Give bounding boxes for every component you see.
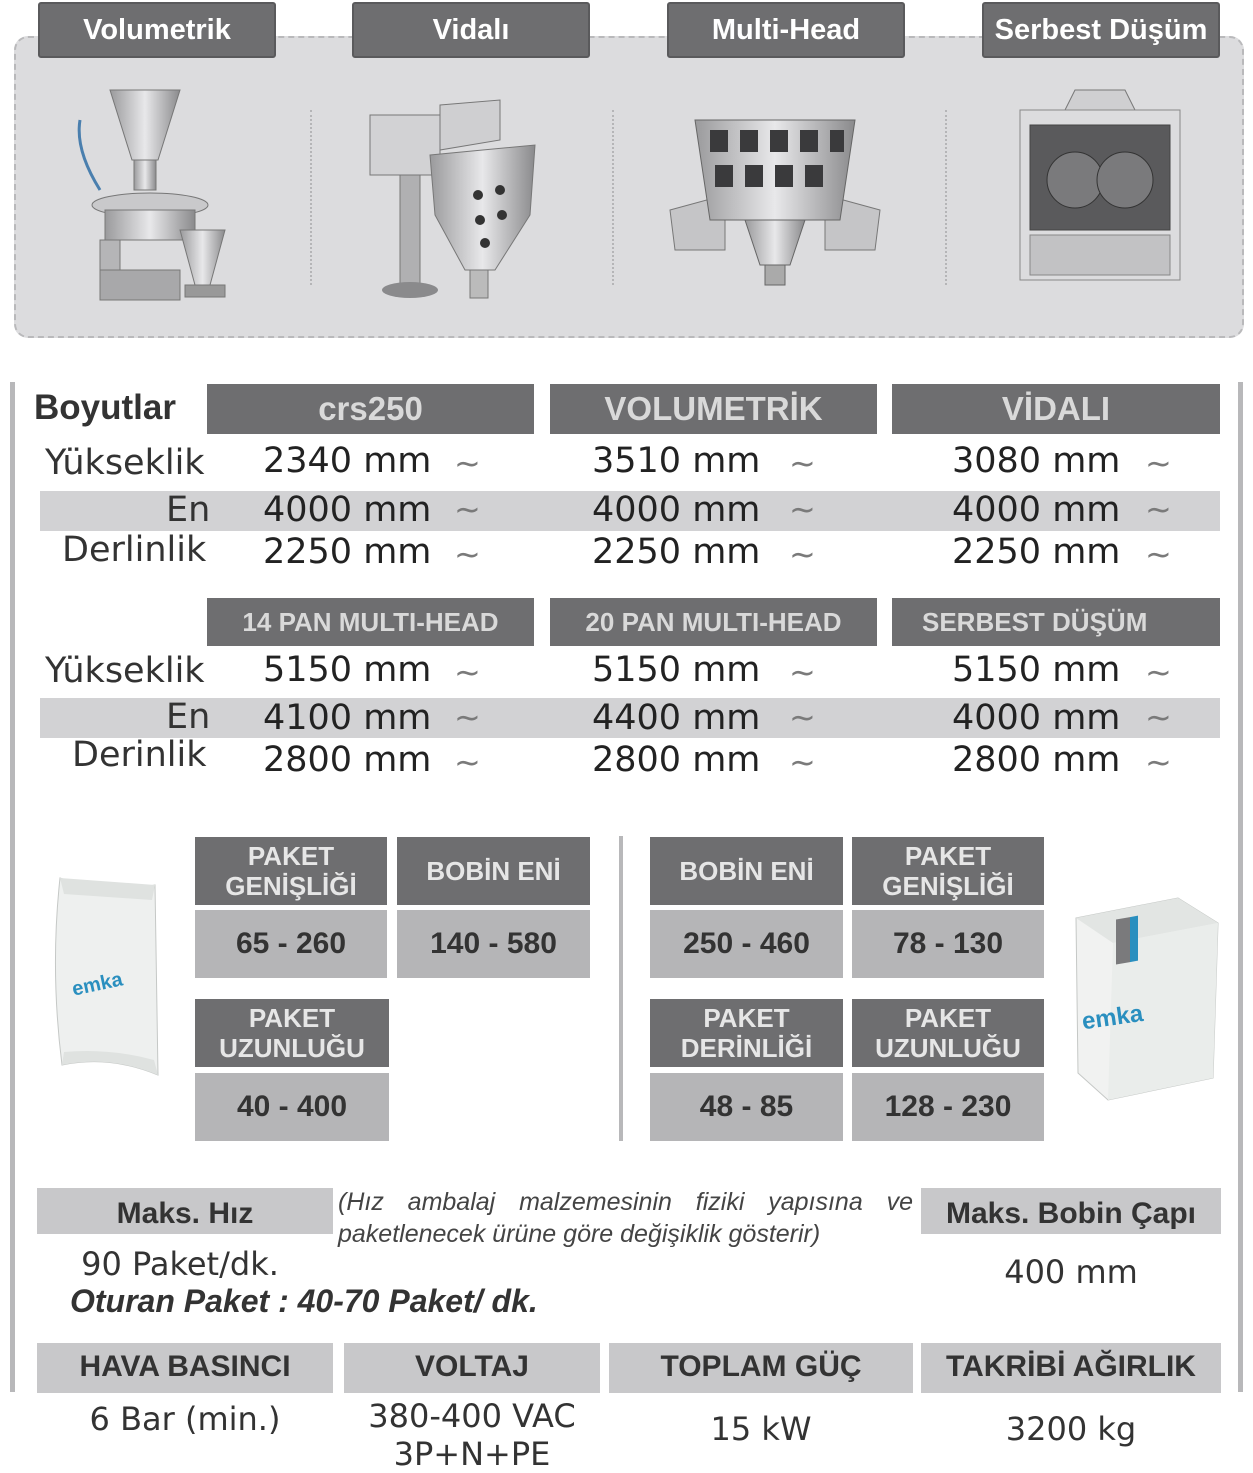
value-cell: 2800 mm — [952, 740, 1121, 780]
col-header-20-pan: 20 PAN MULTI-HEAD — [550, 598, 877, 646]
seated-package-rate: Oturan Paket : 40-70 Paket/ dk. — [70, 1283, 538, 1319]
value-cell: 5150 mm — [592, 650, 761, 690]
value-cell: 2250 mm — [592, 532, 761, 572]
tab-multi-head[interactable]: Multi-Head — [667, 2, 905, 58]
tab-volumetrik[interactable]: Volumetrik — [38, 2, 276, 58]
brand-logo: emka — [70, 968, 125, 1001]
approx-sign: ~ — [789, 444, 816, 482]
value-voltaj: 380-400 VAC — [368, 1397, 576, 1435]
approx-sign: ~ — [1145, 444, 1172, 482]
label-paket-genisligi: PAKET GENİŞLİĞİ — [852, 837, 1044, 905]
value-voltaj-phase: 3P+N+PE — [393, 1435, 551, 1473]
label-bobin-eni: BOBİN ENİ — [397, 837, 590, 905]
approx-sign: ~ — [1145, 653, 1172, 691]
auger-machine-image — [360, 95, 560, 310]
row-label-depth: Derlinlik — [62, 530, 207, 570]
approx-sign: ~ — [1145, 743, 1172, 781]
approx-sign: ~ — [789, 698, 816, 736]
block-bottom-bag-image — [1068, 888, 1223, 1108]
label-paket-genisligi: PAKET GENİŞLİĞİ — [195, 837, 387, 905]
row-label-width: En — [166, 490, 211, 530]
col-header-volumetrik: VOLUMETRİK — [550, 384, 877, 434]
approx-sign: ~ — [454, 535, 481, 573]
col-header-crs250: crs250 — [207, 384, 534, 434]
speed-note: (Hız ambalaj malzemesinin fiziki yapısına ve paketlenecek ürüne göre değişiklik gösterir) — [338, 1188, 913, 1248]
approx-sign: ~ — [454, 490, 481, 528]
label-paket-derinligi: PAKET DERİNLİĞİ — [650, 999, 843, 1067]
col-header-14-pan: 14 PAN MULTI-HEAD — [207, 598, 534, 646]
approx-sign: ~ — [454, 444, 481, 482]
value-cell: 4100 mm — [263, 698, 432, 738]
tab-vidali[interactable]: Vidalı — [352, 2, 590, 58]
value-bobin-eni: 250 - 460 — [650, 910, 843, 978]
approx-sign: ~ — [454, 743, 481, 781]
value-cell: 4400 mm — [592, 698, 761, 738]
value-cell: 3510 mm — [592, 441, 761, 481]
value-cell: 2340 mm — [263, 441, 432, 481]
value-paket-derinligi: 48 - 85 — [650, 1073, 843, 1141]
value-takribi-agirlik: 3200 kg — [1005, 1410, 1137, 1448]
approx-sign: ~ — [789, 653, 816, 691]
value-maks-hiz: 90 Paket/dk. — [81, 1245, 279, 1283]
divider — [619, 836, 623, 1141]
volumetric-machine-image — [60, 80, 240, 310]
label-toplam-guc: TOPLAM GÜÇ — [609, 1343, 913, 1393]
approx-sign: ~ — [789, 743, 816, 781]
approx-sign: ~ — [1145, 535, 1172, 573]
tab-serbest-dusum[interactable]: Serbest Düşüm — [982, 2, 1220, 58]
approx-sign: ~ — [789, 535, 816, 573]
label-takribi-agirlik: TAKRİBİ AĞIRLIK — [921, 1343, 1221, 1393]
value-cell: 4000 mm — [592, 490, 761, 530]
value-cell: 5150 mm — [263, 650, 432, 690]
label-bobin-eni: BOBİN ENİ — [650, 837, 843, 905]
row-label-height: Yükseklik — [45, 651, 205, 691]
value-bobin-eni: 140 - 580 — [397, 910, 590, 978]
label-paket-uzunlugu: PAKET UZUNLUĞU — [195, 999, 389, 1067]
approx-sign: ~ — [454, 698, 481, 736]
value-cell: 5150 mm — [952, 650, 1121, 690]
label-maks-hiz: Maks. Hız — [37, 1188, 333, 1234]
value-cell: 2250 mm — [952, 532, 1121, 572]
value-hava-basinci: 6 Bar (min.) — [89, 1400, 281, 1438]
right-border — [1238, 382, 1243, 1392]
label-hava-basinci: HAVA BASINCI — [37, 1343, 333, 1393]
approx-sign: ~ — [454, 653, 481, 691]
dimensions-title: Boyutlar — [34, 388, 176, 427]
value-paket-uzunlugu: 128 - 230 — [852, 1073, 1044, 1141]
label-voltaj: VOLTAJ — [344, 1343, 600, 1393]
divider — [945, 110, 947, 285]
value-cell: 4000 mm — [952, 698, 1121, 738]
approx-sign: ~ — [1145, 490, 1172, 528]
value-toplam-guc: 15 kW — [710, 1410, 812, 1448]
value-cell: 4000 mm — [263, 490, 432, 530]
free-fall-machine-image — [1005, 85, 1195, 290]
col-header-serbest-dusum: SERBEST DÜŞÜM — [892, 598, 1220, 646]
value-paket-uzunlugu: 40 - 400 — [195, 1073, 389, 1141]
value-cell: 4000 mm — [952, 490, 1121, 530]
value-cell: 2800 mm — [263, 740, 432, 780]
value-cell: 3080 mm — [952, 441, 1121, 481]
value-cell: 2250 mm — [263, 532, 432, 572]
col-header-vidali: VİDALI — [892, 384, 1220, 434]
label-paket-uzunlugu: PAKET UZUNLUĞU — [852, 999, 1044, 1067]
value-paket-genisligi: 78 - 130 — [852, 910, 1044, 978]
divider — [310, 110, 312, 285]
pillow-bag-image — [50, 870, 165, 1085]
row-label-depth: Derinlik — [72, 735, 207, 775]
divider — [612, 110, 614, 285]
value-maks-bobin-capi: 400 mm — [1004, 1253, 1138, 1291]
label-maks-bobin-capi: Maks. Bobin Çapı — [921, 1188, 1221, 1234]
approx-sign: ~ — [1145, 698, 1172, 736]
multi-head-machine-image — [665, 100, 885, 300]
row-label-height: Yükseklik — [45, 443, 205, 483]
value-cell: 2800 mm — [592, 740, 761, 780]
row-label-width: En — [166, 697, 211, 737]
approx-sign: ~ — [789, 490, 816, 528]
brand-logo: emka — [1080, 1000, 1145, 1036]
value-paket-genisligi: 65 - 260 — [195, 910, 387, 978]
left-border — [10, 382, 15, 1392]
